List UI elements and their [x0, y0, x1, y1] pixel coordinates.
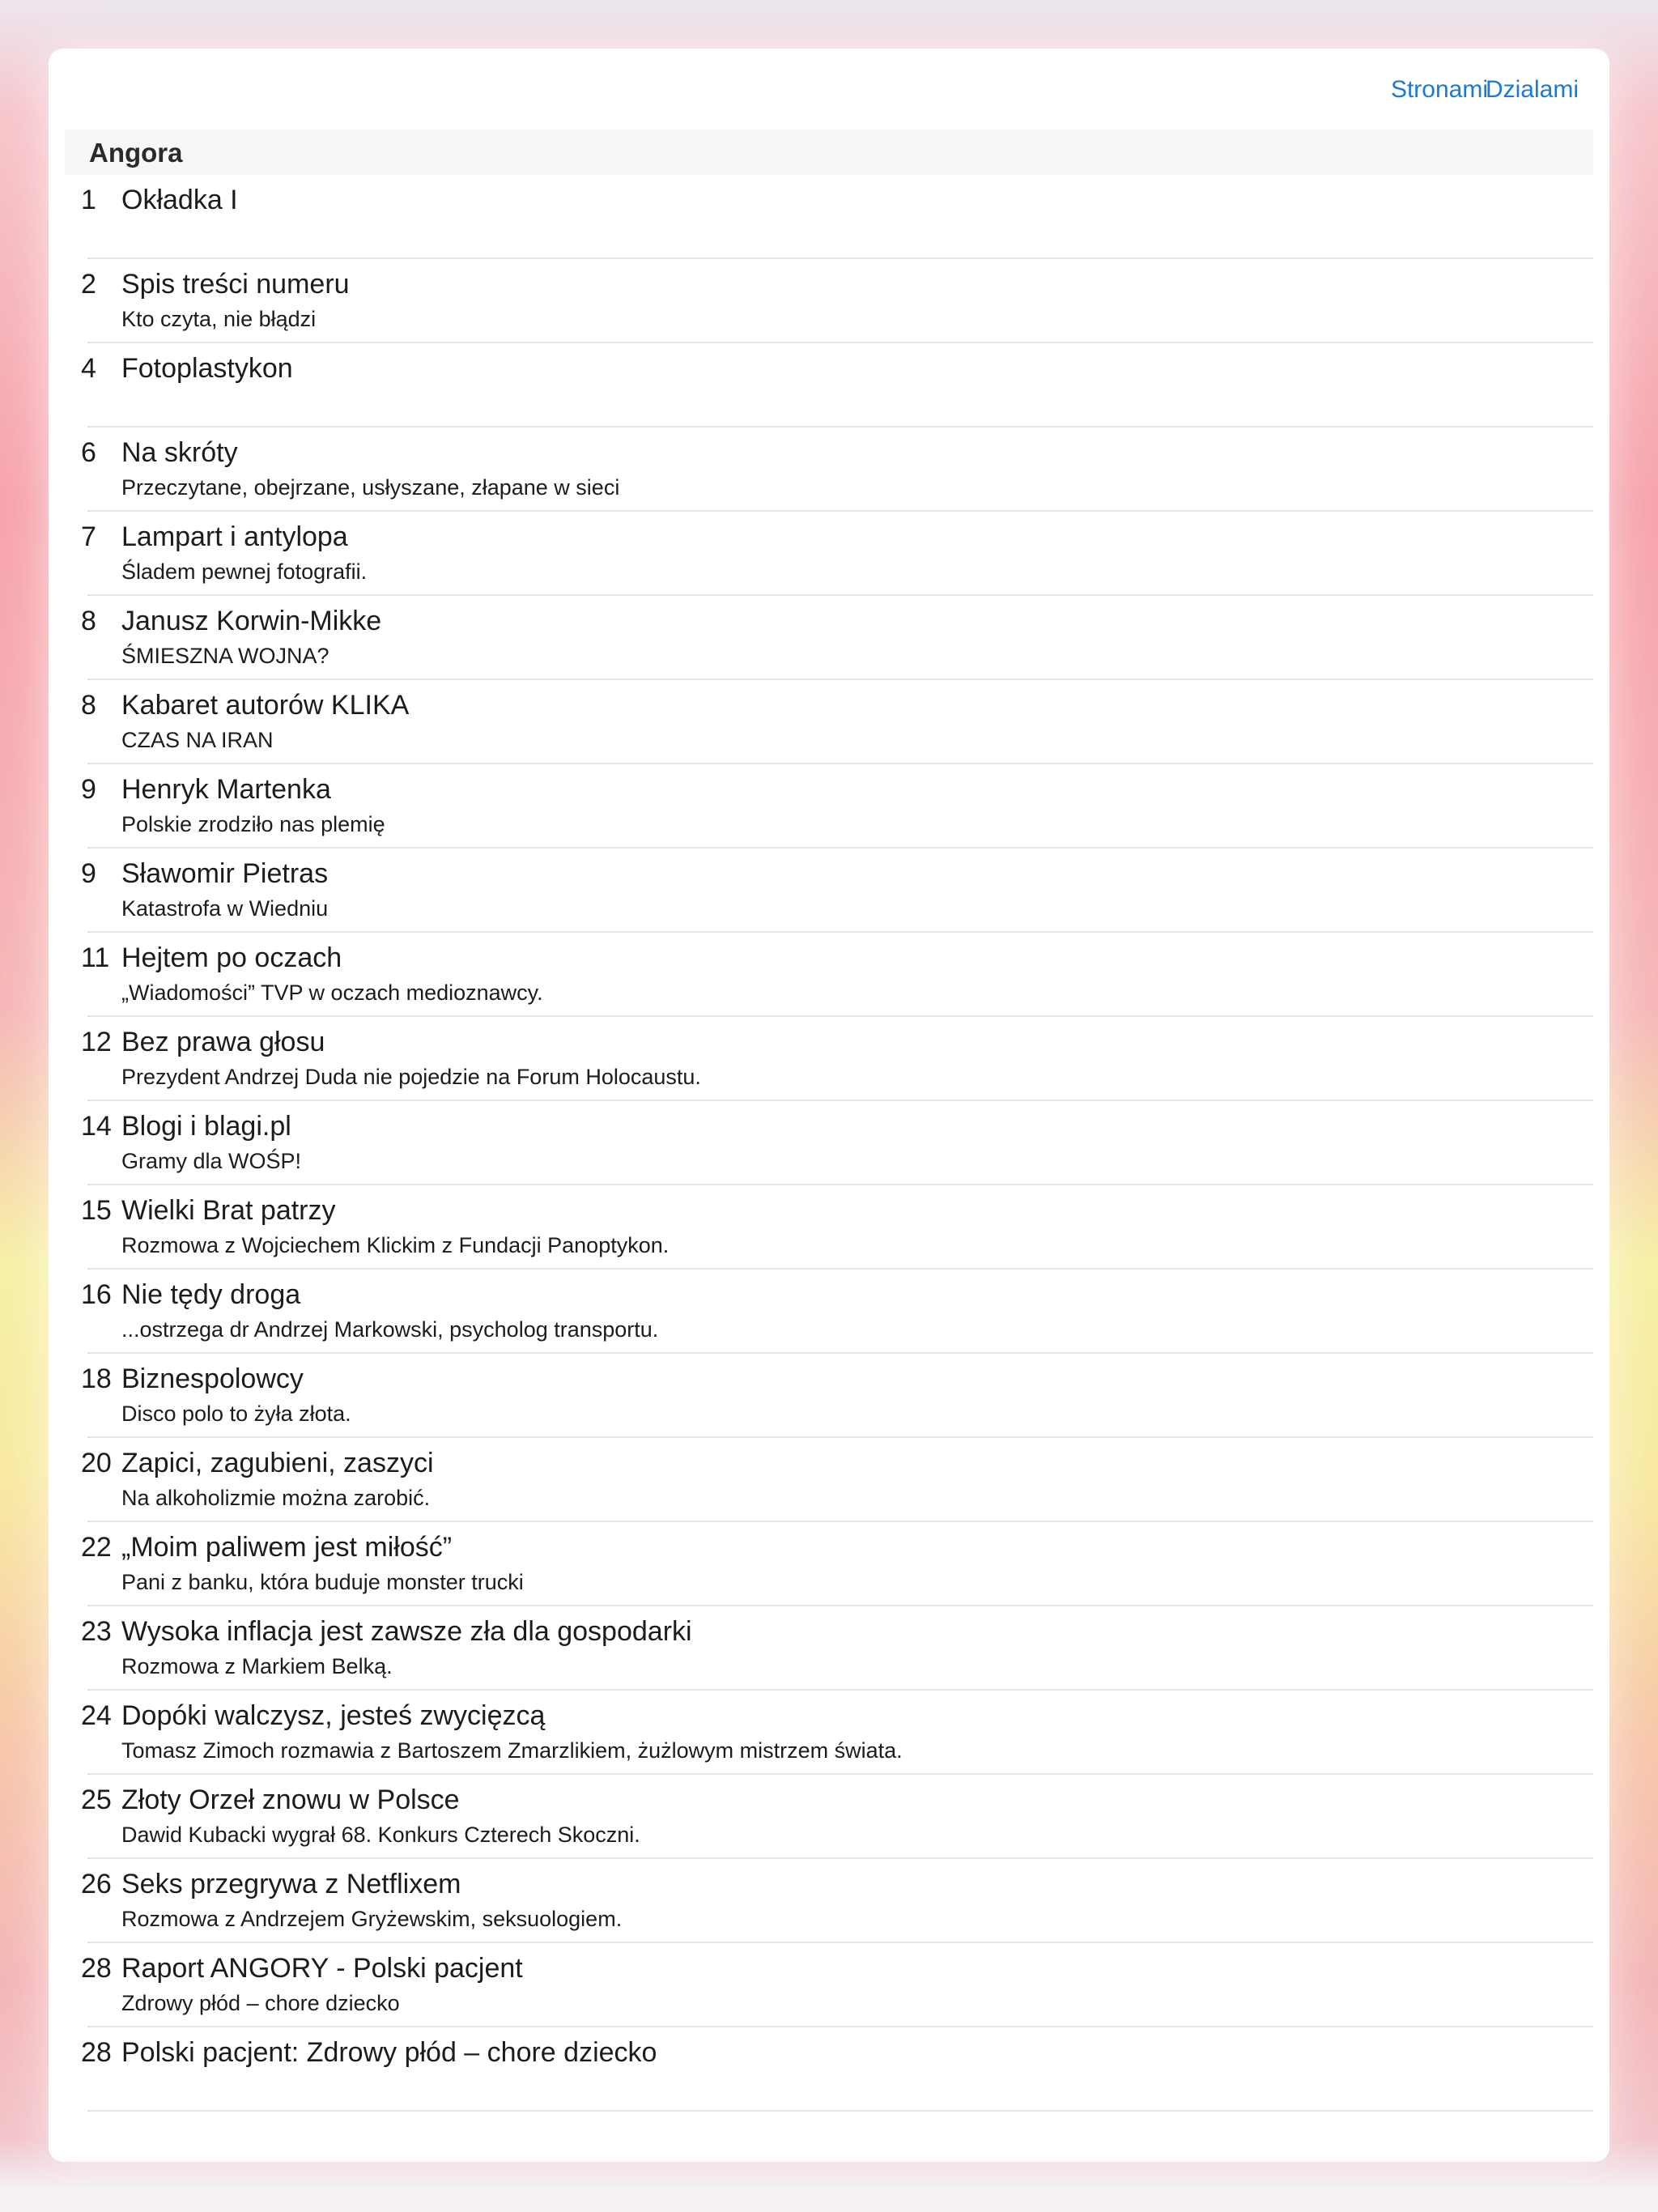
article-subtitle: Przeczytane, obejrzane, usłyszane, złapane w sieci: [121, 475, 620, 500]
article-subtitle: Rozmowa z Wojciechem Klickim z Fundacji Panoptykon.: [121, 1233, 670, 1257]
article-title: Fotoplastykon: [121, 353, 293, 384]
toc-row[interactable]: [49, 1185, 1609, 1270]
toc-row[interactable]: [49, 1522, 1609, 1606]
article-title: Bez prawa głosu: [121, 1027, 325, 1057]
article-title: Raport ANGORY - Polski pacjent: [121, 1953, 523, 1984]
page-number: 12: [81, 1027, 112, 1057]
page-number: 11: [81, 942, 110, 973]
article-subtitle: Dawid Kubacki wygrał 68. Konkurs Czterech Skoczni.: [121, 1823, 640, 1847]
page-number: 1: [81, 185, 96, 215]
section-title: Angora: [89, 138, 183, 168]
article-title: Janusz Korwin-Mikke: [121, 606, 382, 636]
article-subtitle: Polskie zrodziło nas plemię: [121, 812, 385, 836]
page-number: 28: [81, 1953, 112, 1984]
page-number: 22: [81, 1532, 112, 1563]
toc-list: [49, 175, 1609, 2112]
toc-row[interactable]: [49, 343, 1609, 428]
page-number: 24: [81, 1700, 112, 1731]
page-number: 2: [81, 269, 96, 300]
by-pages-button[interactable]: Stronami: [1390, 76, 1488, 103]
article-subtitle: Kto czyta, nie błądzi: [121, 307, 317, 331]
page-number: 14: [81, 1111, 112, 1142]
page-number: 8: [81, 690, 96, 721]
page-number: 8: [81, 606, 96, 636]
toc-row[interactable]: [49, 764, 1609, 849]
article-subtitle: Prezydent Andrzej Duda nie pojedzie na Forum Holocaustu.: [121, 1065, 701, 1089]
article-subtitle: Katastrofa w Wiedniu: [121, 896, 329, 921]
article-title: Sławomir Pietras: [121, 858, 329, 889]
article-subtitle: ŚMIESZNA WOJNA?: [121, 644, 329, 668]
article-title: Dopóki walczysz, jesteś zwycięzcą: [121, 1700, 546, 1731]
toc-row[interactable]: [49, 596, 1609, 680]
page-number: 25: [81, 1784, 112, 1815]
toc-row[interactable]: [49, 428, 1609, 512]
article-title: Nie tędy droga: [121, 1279, 301, 1310]
article-subtitle: Tomasz Zimoch rozmawia z Bartoszem Zmarzlikiem, żużlowym mistrzem świata.: [121, 1738, 903, 1763]
toc-row[interactable]: [49, 259, 1609, 343]
article-subtitle: „Wiadomości” TVP w oczach medioznawcy.: [121, 981, 543, 1005]
article-subtitle: Na alkoholizmie można zarobić.: [121, 1486, 431, 1510]
toc-row[interactable]: [49, 1101, 1609, 1185]
page-number: 6: [81, 437, 96, 468]
toc-row[interactable]: [49, 680, 1609, 764]
toc-sheet: [49, 49, 1609, 2162]
article-title: Wielki Brat patrzy: [121, 1195, 336, 1226]
article-title: Seks przegrywa z Netflixem: [121, 1869, 461, 1899]
article-subtitle: Rozmowa z Andrzejem Gryżewskim, seksuologiem.: [121, 1907, 623, 1931]
toc-row[interactable]: [49, 1691, 1609, 1775]
page-number: 20: [81, 1448, 112, 1478]
article-title: Henryk Martenka: [121, 774, 331, 805]
article-subtitle: CZAS NA IRAN: [121, 728, 274, 752]
toc-row[interactable]: [49, 1017, 1609, 1101]
toc-row[interactable]: [49, 1606, 1609, 1691]
article-title: Biznespolowcy: [121, 1363, 304, 1394]
bottom-strip: [0, 2186, 1658, 2212]
page-number: 9: [81, 774, 96, 805]
toc-row[interactable]: [49, 1943, 1609, 2027]
page-number: 18: [81, 1363, 112, 1394]
section-header: [65, 130, 1593, 175]
article-subtitle: Pani z banku, która buduje monster trucki: [121, 1570, 524, 1594]
page-number: 7: [81, 521, 96, 552]
page-number: 26: [81, 1869, 112, 1899]
page-number: 16: [81, 1279, 112, 1310]
article-title: Lampart i antylopa: [121, 521, 348, 552]
page-number: 9: [81, 858, 96, 889]
toc-row[interactable]: [49, 512, 1609, 596]
page-number: 15: [81, 1195, 112, 1226]
by-sections-button[interactable]: Dzialami: [1485, 76, 1579, 103]
article-title: Polski pacjent: Zdrowy płód – chore dziecko: [121, 2037, 657, 2068]
page-number: 28: [81, 2037, 112, 2068]
top-bar: [49, 49, 1609, 130]
article-title: Spis treści numeru: [121, 269, 350, 300]
toc-row[interactable]: [49, 933, 1609, 1017]
article-subtitle: Rozmowa z Markiem Belką.: [121, 1654, 393, 1678]
page-number: 4: [81, 353, 96, 384]
article-title: Na skróty: [121, 437, 238, 468]
toc-row[interactable]: [49, 849, 1609, 933]
article-title: Hejtem po oczach: [121, 942, 342, 973]
toc-row[interactable]: [49, 1775, 1609, 1859]
article-title: Okładka I: [121, 185, 238, 215]
page-number: 23: [81, 1616, 112, 1647]
article-subtitle: Disco polo to żyła złota.: [121, 1402, 351, 1426]
toc-row[interactable]: [49, 1354, 1609, 1438]
article-subtitle: Śladem pewnej fotografii.: [121, 559, 368, 584]
article-subtitle: Zdrowy płód – chore dziecko: [121, 1991, 400, 2015]
article-title: Blogi i blagi.pl: [121, 1111, 291, 1142]
toc-row[interactable]: [49, 1438, 1609, 1522]
article-title: Złoty Orzeł znowu w Polsce: [121, 1784, 460, 1815]
toc-row[interactable]: [49, 1859, 1609, 1943]
toc-row[interactable]: [49, 2027, 1609, 2112]
toc-row[interactable]: [49, 175, 1609, 259]
article-title: „Moim paliwem jest miłość”: [121, 1532, 453, 1563]
article-title: Wysoka inflacja jest zawsze zła dla gospodarki: [121, 1616, 692, 1647]
article-title: Kabaret autorów KLIKA: [121, 690, 410, 721]
toc-row[interactable]: [49, 1270, 1609, 1354]
article-title: Zapici, zagubieni, zaszyci: [121, 1448, 434, 1478]
article-subtitle: ...ostrzega dr Andrzej Markowski, psycholog transportu.: [121, 1317, 659, 1342]
article-subtitle: Gramy dla WOŚP!: [121, 1149, 302, 1173]
